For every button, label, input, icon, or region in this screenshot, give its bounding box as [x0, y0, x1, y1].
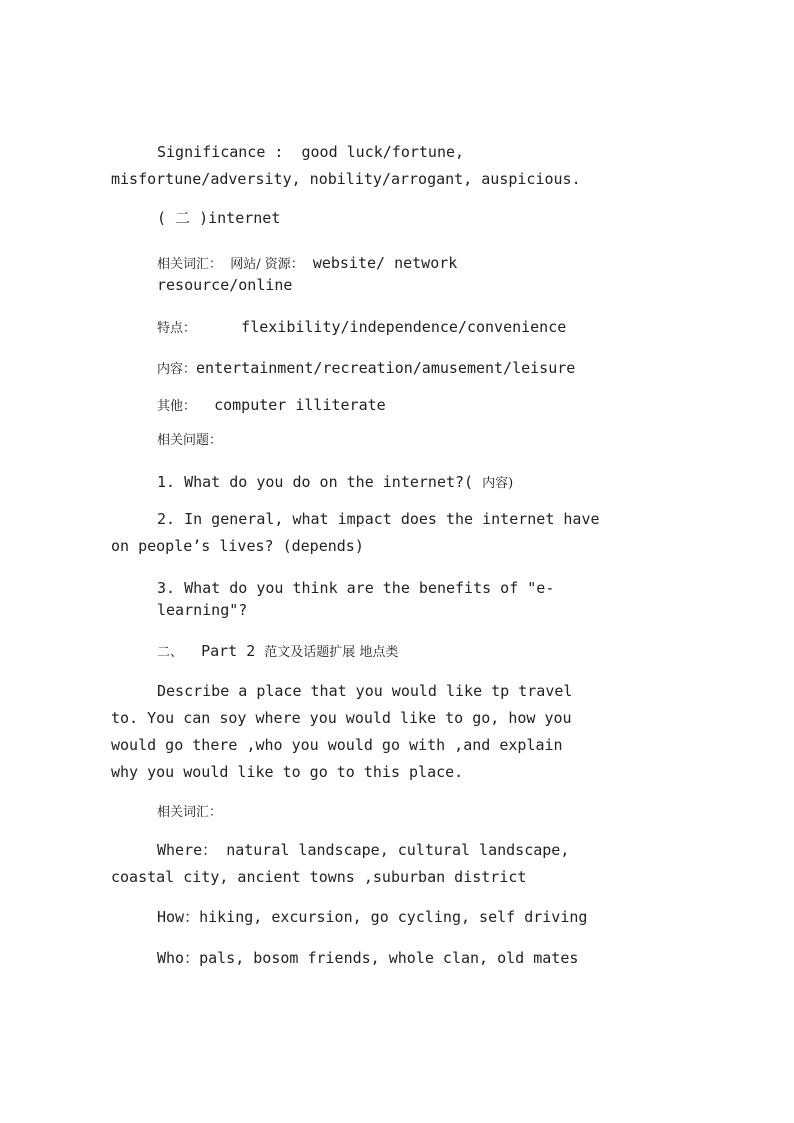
where-label: Where： [157, 841, 218, 859]
who-line [157, 948, 578, 968]
vocab-label: 相关词汇： 网站/ 资源： [157, 257, 304, 272]
part2-heading-part: Part 2 [201, 642, 256, 660]
vocab-line [157, 253, 457, 275]
question-2-line-2: on people’s lives? (depends) [111, 537, 364, 555]
other-line [157, 395, 386, 417]
prompt-line-3: would go there ,who you would go with ,and explain [111, 736, 563, 754]
questions-label: 相关问题： [157, 433, 223, 448]
question-1 [157, 472, 513, 494]
question-3-line-1: 3. What do you think are the benefits of "e- [157, 579, 555, 597]
features-value: flexibility/independence/convenience [241, 318, 567, 336]
part2-heading-prefix: 二、 [157, 645, 184, 660]
content-value: entertainment/recreation/amusement/leisure [196, 359, 576, 377]
question-2-line-1: 2. In general, what impact does the internet have [157, 510, 600, 528]
vocab-line-2: resource/online [157, 276, 293, 294]
content-line [157, 358, 575, 380]
part2-heading [157, 641, 398, 663]
where-line-1 [157, 840, 569, 860]
where-line-2: coastal city, ancient towns ,suburban district [111, 868, 527, 886]
significance-line-2: misfortune/adversity, nobility/arrogant, auspicious. [111, 170, 581, 188]
question-3-line-2: learning"? [157, 601, 248, 619]
features-line [157, 317, 566, 339]
prompt-line-1: Describe a place that you would like tp travel [157, 682, 573, 700]
features-label: 特点： [157, 321, 197, 336]
how-label: How： [157, 908, 200, 926]
prompt-line-4: why you would like to go to this place. [111, 763, 464, 781]
content-label: 内容： [157, 362, 197, 377]
part2-heading-suffix: 范文及话题扩展 地点类 [264, 645, 399, 660]
who-label: Who： [157, 949, 200, 967]
other-label: 其他： [157, 399, 197, 414]
where-value: natural landscape, cultural landscape, [226, 841, 570, 859]
other-value: computer illiterate [214, 396, 386, 414]
question-1-text: 1. What do you do on the internet?( [157, 473, 474, 491]
who-value: pals, bosom friends, whole clan, old mates [199, 949, 579, 967]
section-heading-internet: ( 二 )internet [157, 209, 281, 227]
question-1-note: 内容) [482, 476, 514, 491]
prompt-line-2: to. You can soy where you would like to go, how you [111, 709, 572, 727]
how-line [157, 907, 587, 927]
vocab-value: website/ network [312, 254, 458, 272]
part2-vocab-label: 相关词汇： [157, 805, 223, 820]
how-value: hiking, excursion, go cycling, self driving [199, 908, 588, 926]
significance-line-1: Significance : good luck/fortune, [157, 143, 465, 161]
